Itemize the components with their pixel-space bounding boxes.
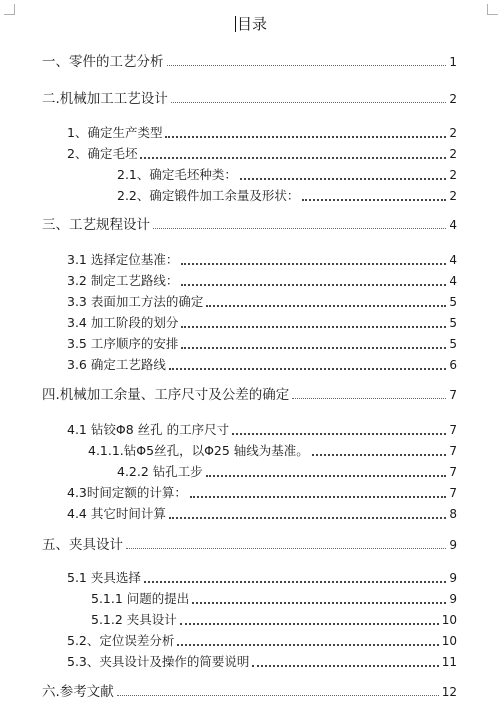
toc-entry[interactable]	[67, 632, 457, 650]
toc-leader-dots	[167, 65, 447, 66]
toc-entry-label: 2.2、确定锻件加工余量及形状：	[117, 188, 300, 203]
toc-entry-label: 4.1 钻铰Φ8 丝孔 的工序尺寸	[67, 422, 230, 437]
toc-entry-page: 4	[449, 274, 457, 288]
toc-entry-page: 7	[449, 444, 457, 458]
toc-entry-label: 4.1.1.钻Φ5丝孔，以Φ25 轴线为基准。	[88, 443, 309, 458]
toc-entry-label: 四.机械加工余量、工序尺寸及公差的确定	[42, 387, 290, 403]
toc-leader-dots	[117, 695, 439, 696]
toc-leader-dots	[312, 454, 447, 456]
toc-entry-label: 5.2、定位误差分析	[67, 633, 175, 648]
toc-entry-page: 2	[449, 189, 457, 203]
toc-entry[interactable]	[42, 216, 457, 234]
toc-entry[interactable]	[67, 145, 457, 163]
toc-leader-dots	[153, 228, 446, 229]
toc-entry-label: 二.机械加工工艺设计	[42, 91, 168, 107]
toc-entry-label: 5.1 夹具选择	[67, 570, 141, 585]
toc-entry-page: 4	[449, 253, 457, 267]
toc-entry-page: 5	[449, 295, 457, 309]
toc-leader-dots	[180, 623, 439, 625]
toc-entry-page: 12	[441, 685, 457, 699]
page-title	[0, 14, 502, 34]
toc-entry-label: 4.3时间定额的计算：	[67, 485, 187, 500]
toc-entry-label: 3.2 制定工艺路线：	[67, 273, 179, 288]
toc-entry-label: 3.6 确定工艺路线	[67, 357, 166, 372]
page-title-text: 目录	[236, 15, 267, 33]
toc-entry[interactable]	[42, 536, 457, 554]
toc-entry[interactable]	[67, 272, 457, 290]
text-cursor	[235, 16, 236, 32]
toc-entry-label: 一、零件的工艺分析	[42, 54, 164, 70]
toc-leader-dots	[252, 665, 438, 667]
toc-entry[interactable]	[42, 53, 457, 71]
toc-entry[interactable]	[67, 251, 457, 269]
toc-leader-dots	[240, 178, 446, 180]
toc-entry[interactable]	[88, 442, 457, 460]
toc-entry-page: 7	[449, 423, 457, 437]
toc-entry-label: 3.1 选择定位基准：	[67, 252, 179, 267]
toc-entry[interactable]	[67, 293, 457, 311]
toc-leader-dots	[292, 398, 446, 399]
toc-entry[interactable]	[42, 386, 457, 404]
toc-leader-dots	[169, 368, 447, 370]
toc-entry-label: 三、工艺规程设计	[42, 217, 150, 233]
toc-entry-label: 3.5 工序顺序的安排	[67, 336, 179, 351]
toc-entry-page: 7	[449, 486, 457, 500]
toc-entry-label: 2、确定毛坯	[67, 146, 138, 161]
toc-entry[interactable]	[67, 653, 457, 671]
toc-entry[interactable]	[67, 569, 457, 587]
toc-entry-label: 五、夹具设计	[42, 537, 123, 553]
toc-entry-label: 5.3、夹具设计及操作的简要说明	[67, 654, 250, 669]
toc-entry[interactable]	[67, 124, 457, 142]
toc-entry-label: 2.1、确定毛坯种类：	[117, 167, 237, 182]
toc-leader-dots	[140, 157, 446, 159]
toc-entry-page: 2	[449, 92, 457, 106]
toc-leader-dots	[144, 581, 447, 583]
toc-entry-page: 2	[449, 168, 457, 182]
toc-entry[interactable]	[91, 590, 457, 608]
toc-leader-dots	[181, 347, 446, 349]
toc-leader-dots	[206, 305, 446, 307]
toc-entry-page: 1	[449, 55, 457, 69]
toc-leader-dots	[181, 263, 446, 265]
toc-entry-page: 7	[449, 388, 457, 402]
toc-entry-label: 5.1.2 夹具设计	[91, 612, 177, 627]
toc-entry[interactable]	[67, 505, 457, 523]
toc-entry-page: 10	[441, 634, 457, 648]
toc-leader-dots	[190, 496, 446, 498]
toc-entry[interactable]	[42, 683, 457, 701]
toc-leader-dots	[232, 433, 446, 435]
toc-leader-dots	[169, 517, 447, 519]
toc-entry-page: 4	[449, 218, 457, 232]
toc-entry[interactable]	[117, 463, 457, 481]
toc-entry[interactable]	[67, 335, 457, 353]
toc-entry-page: 11	[441, 655, 457, 669]
toc-entry-page: 5	[449, 316, 457, 330]
toc-entry-page: 6	[449, 358, 457, 372]
toc-entry-page: 9	[449, 592, 457, 606]
toc-leader-dots	[192, 602, 446, 604]
toc-entry-page: 2	[449, 126, 457, 140]
toc-entry[interactable]	[67, 314, 457, 332]
toc-entry-label: 3.4 加工阶段的划分	[67, 315, 179, 330]
toc-entry-label: 1、确定生产类型	[67, 125, 163, 140]
toc-leader-dots	[126, 548, 446, 549]
toc-entry[interactable]	[91, 611, 457, 629]
toc-entry[interactable]	[117, 166, 457, 184]
toc-leader-dots	[181, 326, 446, 328]
toc-entry[interactable]	[42, 90, 457, 108]
toc-leader-dots	[171, 102, 447, 103]
toc-entry-page: 10	[441, 613, 457, 627]
toc-leader-dots	[302, 199, 446, 201]
toc-entry-label: 5.1.1 问题的提出	[91, 591, 190, 606]
toc-entry-page: 9	[449, 571, 457, 585]
toc-leader-dots	[181, 284, 446, 286]
toc-leader-dots	[177, 644, 438, 646]
toc-entry-page: 8	[449, 507, 457, 521]
toc-entry[interactable]	[117, 187, 457, 205]
toc-entry-page: 7	[449, 465, 457, 479]
toc-entry-page: 5	[449, 337, 457, 351]
toc-entry-label: 4.4 其它时间计算	[67, 506, 166, 521]
toc-entry[interactable]	[67, 421, 457, 439]
toc-entry-page: 9	[449, 538, 457, 552]
toc-leader-dots	[206, 475, 447, 477]
toc-entry[interactable]	[67, 484, 457, 502]
toc-entry-label: 4.2.2 钻孔工步	[117, 464, 203, 479]
toc-entry-page: 2	[449, 147, 457, 161]
toc-entry-label: 六.参考文献	[42, 684, 114, 700]
toc-entry[interactable]	[67, 356, 457, 374]
toc-entry-label: 3.3 表面加工方法的确定	[67, 294, 204, 309]
toc-leader-dots	[165, 136, 446, 138]
